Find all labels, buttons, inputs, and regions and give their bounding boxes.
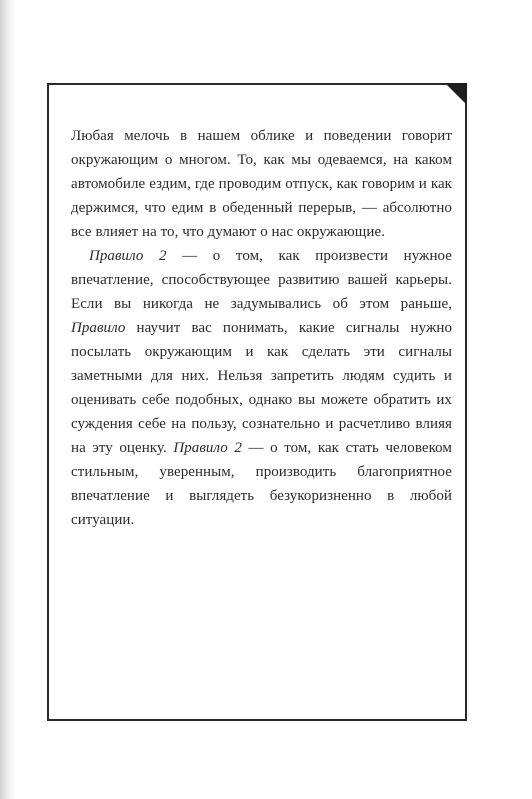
paragraph-intro: Любая мелочь в нашем облике и поведении говорит окружающим о многом. То, как мы одеваемся, на каком автомобиле ездим, где проводим отпуск, как говорим и как держимся, что едим в обеденный перерыв, — абсолютно все влияет на то, что думают о нас окружающие. — [71, 128, 452, 240]
paragraph-rule — [71, 244, 452, 532]
paragraph-text: — о том, как произвести нужное впечатление, способствующее развитию вашей карьеры. Если вы никогда не задумывались об этом раньше, — [71, 248, 452, 312]
page-spine-shadow — [0, 0, 16, 799]
paragraph-text: — о том, как стать человеком стильным, уверенным, производить благоприятное впечатление и выглядеть безукоризненно в любой ситуации. — [71, 440, 452, 528]
body-text — [71, 124, 452, 532]
rule-reference: Правило 2 — [89, 248, 167, 264]
rule-reference: Правило 2 — [173, 440, 242, 456]
corner-fold-icon — [445, 83, 467, 105]
rule-reference: Правило — [71, 320, 126, 336]
paragraph-text: научит вас понимать, какие сигналы нужно посылать окружающим и как сделать эти сигналы заметными для них. Нельзя запретить людям судить и оценивать себе подобных, однако вы можете обратить их суждения себе на пользу, сознательно и расчетливо влияя на эту оценку. — [71, 320, 452, 456]
